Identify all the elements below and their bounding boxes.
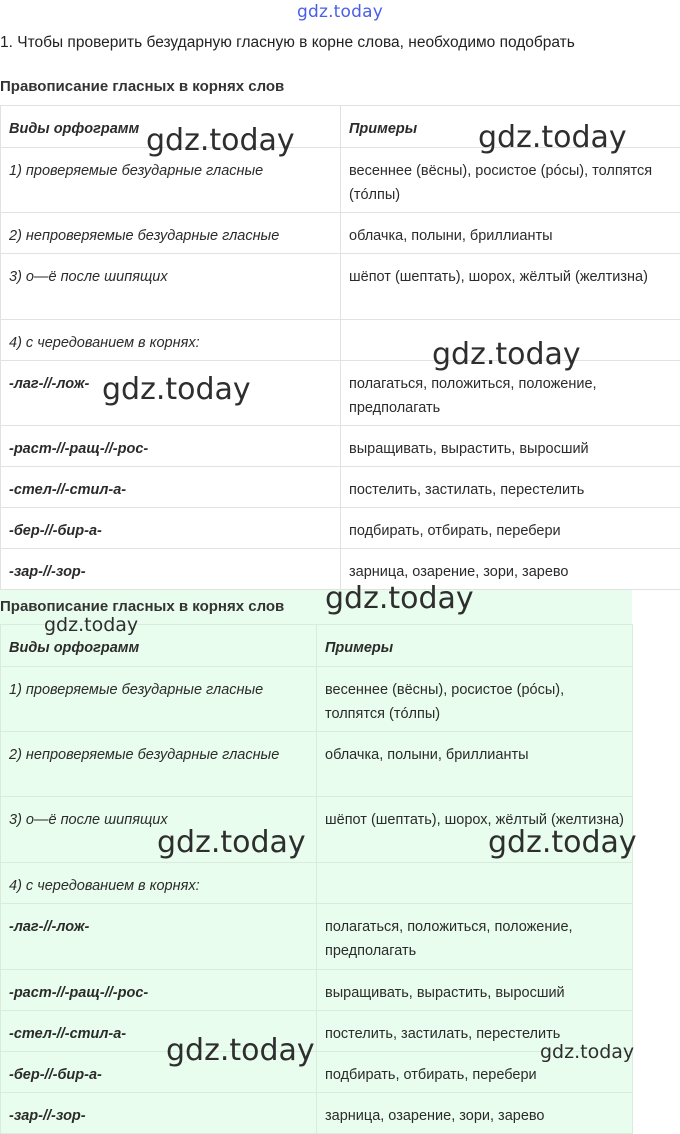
table-1-title: Правописание гласных в корнях слов <box>0 78 284 95</box>
table-row <box>1 361 680 426</box>
table-row <box>1 1011 633 1052</box>
row-type: -бер-//-бир-а- <box>1 508 341 549</box>
orthogram-table-1 <box>0 105 680 590</box>
watermark: gdz.today <box>166 1033 315 1068</box>
question-text: 1. Чтобы проверить безударную гласную в корне слова, необходимо подобрать <box>0 34 680 52</box>
row-type: -бер-//-бир-а- <box>1 1052 317 1093</box>
row-type: -стел-//-стил-а- <box>1 467 341 508</box>
row-type: 2) непроверяемые безударные гласные <box>1 732 317 797</box>
row-examples <box>317 863 633 904</box>
row-examples: зарница, озарение, зори, зарево <box>317 1093 633 1134</box>
row-examples: выращивать, вырастить, выросший <box>341 426 680 467</box>
watermark: gdz.today <box>325 581 474 616</box>
table-row <box>1 467 680 508</box>
table-header-row <box>1 106 680 148</box>
table-row <box>1 904 633 970</box>
table-row <box>1 213 680 254</box>
table-row <box>1 549 680 590</box>
row-examples: облачка, полыни, бриллианты <box>341 213 680 254</box>
row-type: 4) с чередованием в корнях: <box>1 863 317 904</box>
table-row <box>1 667 633 732</box>
watermark: gdz.today <box>44 614 138 636</box>
watermark: gdz.today <box>478 120 627 155</box>
row-type: -зар-//-зор- <box>1 1093 317 1134</box>
row-type: -раст-//-ращ-//-рос- <box>1 426 341 467</box>
row-examples: весеннее (вёсны), росистое (рóсы), толпятся (тóлпы) <box>341 148 680 213</box>
row-examples: полагаться, положиться, положение, предполагать <box>317 904 633 970</box>
header-examples: Примеры <box>317 625 633 667</box>
watermark: gdz.today <box>488 825 637 860</box>
row-type: -раст-//-ращ-//-рос- <box>1 970 317 1011</box>
row-examples: облачка, полыни, бриллианты <box>317 732 633 797</box>
row-type: 3) о—ё после шипящих <box>1 797 317 863</box>
row-examples: подбирать, отбирать, перебери <box>341 508 680 549</box>
table-row <box>1 148 680 213</box>
site-logo[interactable]: gdz.today <box>0 2 680 22</box>
row-type: -лаг-//-лож- <box>1 904 317 970</box>
watermark: gdz.today <box>102 372 251 407</box>
table-2-title: Правописание гласных в корнях слов <box>0 598 284 615</box>
row-examples: постелить, застилать, перестелить <box>317 1011 633 1052</box>
row-examples: шёпот (шептать), шорох, жёлтый (желтизна) <box>317 797 633 863</box>
row-type: 1) проверяемые безударные гласные <box>1 667 317 732</box>
watermark: gdz.today <box>540 1041 634 1063</box>
watermark: gdz.today <box>157 825 306 860</box>
row-type: -лаг-//-лож- <box>1 361 341 426</box>
table-row <box>1 863 633 904</box>
orthogram-table-2 <box>0 624 633 1134</box>
row-examples: подбирать, отбирать, перебери <box>317 1052 633 1093</box>
row-examples: выращивать, вырастить, выросший <box>317 970 633 1011</box>
watermark: gdz.today <box>146 123 295 158</box>
row-examples: полагаться, положиться, положение, предполагать <box>341 361 680 426</box>
table-row <box>1 508 680 549</box>
row-examples: шёпот (шептать), шорох, жёлтый (желтизна) <box>341 254 680 320</box>
watermark: gdz.today <box>432 337 581 372</box>
row-type: 4) с чередованием в корнях: <box>1 320 341 361</box>
header-types: Виды орфограмм <box>1 625 317 667</box>
row-type: -стел-//-стил-а- <box>1 1011 317 1052</box>
row-examples <box>341 320 680 361</box>
row-type: 3) о—ё после шипящих <box>1 254 341 320</box>
table-row <box>1 797 633 863</box>
header-examples: Примеры <box>341 106 680 148</box>
row-examples: постелить, застилать, перестелить <box>341 467 680 508</box>
row-examples: зарница, озарение, зори, зарево <box>341 549 680 590</box>
table-row <box>1 426 680 467</box>
table-row <box>1 254 680 320</box>
table-header-row <box>1 625 633 667</box>
header-types: Виды орфограмм <box>1 106 341 148</box>
table-row <box>1 1093 633 1134</box>
table-row <box>1 732 633 797</box>
row-type: -зар-//-зор- <box>1 549 341 590</box>
table-row <box>1 320 680 361</box>
row-type: 1) проверяемые безударные гласные <box>1 148 341 213</box>
row-examples: весеннее (вёсны), росистое (рóсы), толпятся (тóлпы) <box>317 667 633 732</box>
table-row <box>1 970 633 1011</box>
table-row <box>1 1052 633 1093</box>
row-type: 2) непроверяемые безударные гласные <box>1 213 341 254</box>
